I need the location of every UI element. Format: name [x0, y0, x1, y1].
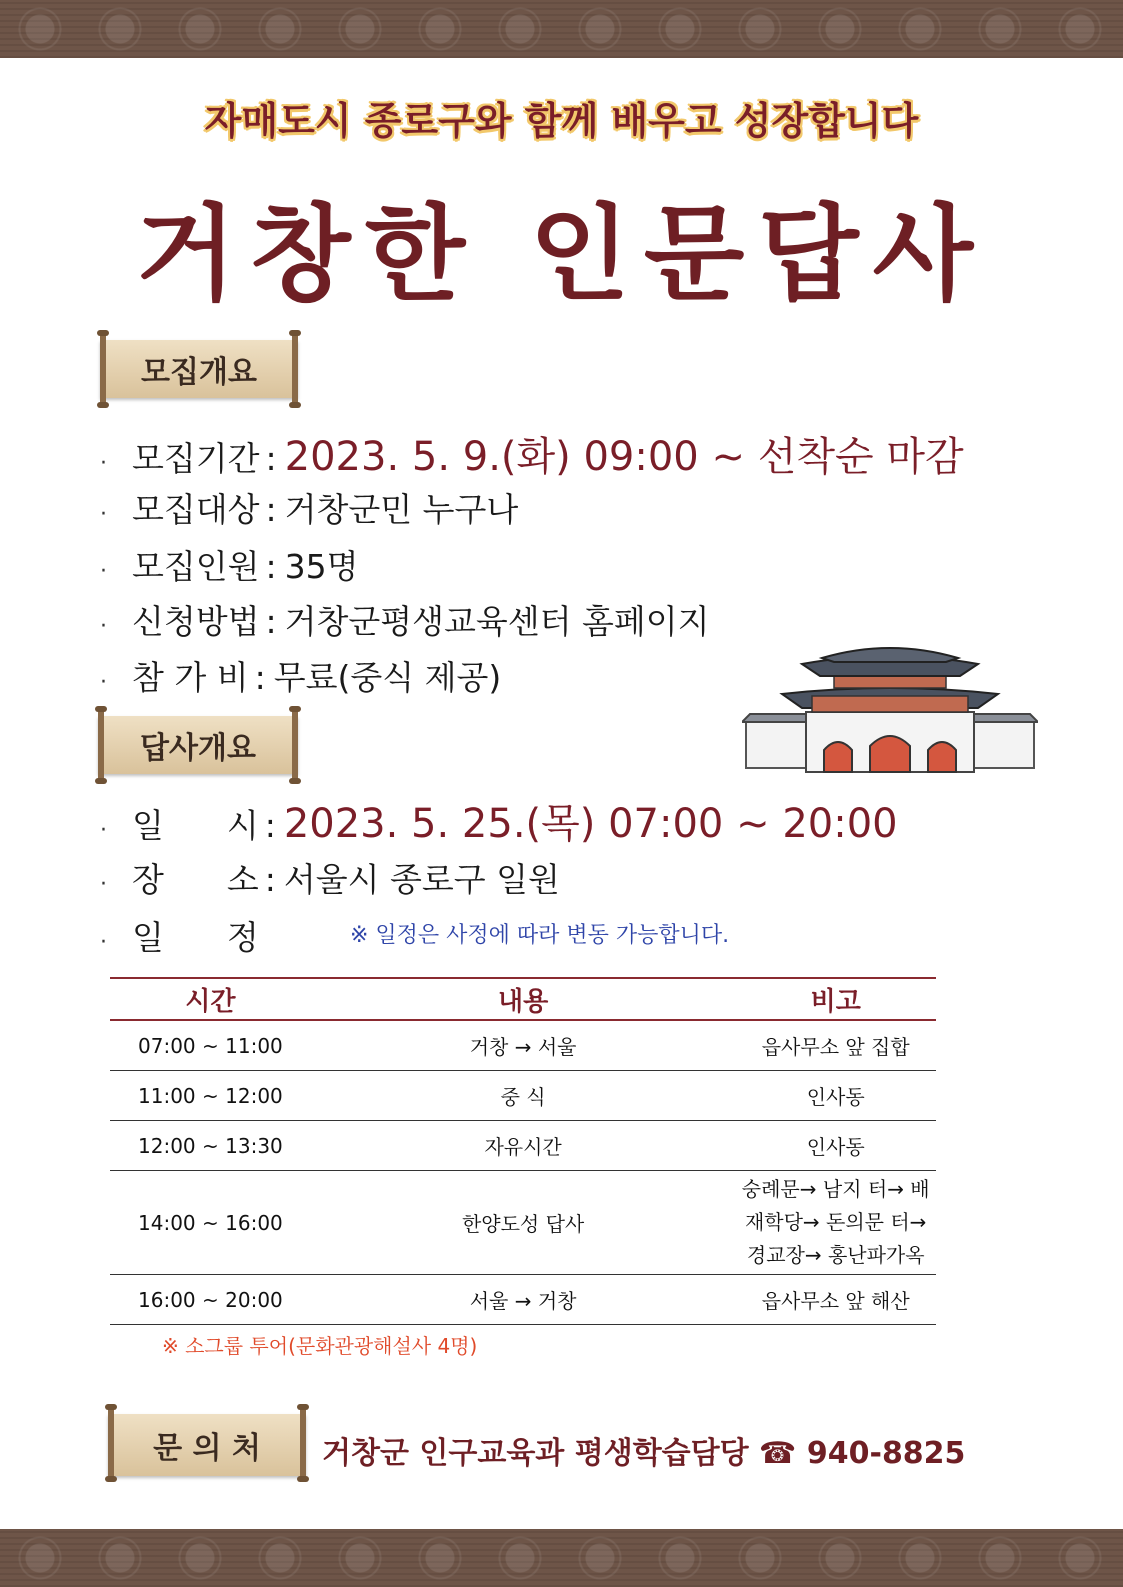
- palace-gate-illustration: [742, 638, 1038, 774]
- poster-subtitle: 자매도시 종로구와 함께 배우고 성장합니다: [204, 99, 919, 143]
- recruitment-heading: 모집개요: [141, 355, 257, 390]
- recruitment-item-target: · 모집대상 : 거창군민 누구나: [100, 490, 519, 529]
- table-row: 16:00 ~ 20:00 서울 → 거창 읍사무소 앞 해산: [110, 1275, 936, 1325]
- table-row: 14:00 ~ 16:00 한양도성 답사 숭례문→ 남지 터→ 배재학당→ 돈의문 터→ 경교장→ 홍난파가옥: [110, 1171, 936, 1275]
- col-header-time: 시간: [110, 978, 311, 1020]
- contact-heading-scroll: [108, 1414, 306, 1476]
- recruitment-item-method: · 신청방법 : 거창군평생교육센터 홈페이지: [100, 602, 710, 641]
- recruitment-item-fee: · 참 가 비 : 무료(중식 제공): [100, 658, 502, 697]
- tour-heading: 답사개요: [140, 731, 256, 766]
- tour-heading-scroll: [98, 716, 298, 774]
- tour-item-location: · 장 소 : 서울시 종로구 일원: [100, 860, 560, 899]
- poster-title: 거창한 인문답사: [135, 193, 988, 315]
- table-row: 07:00 ~ 11:00 거창 → 서울 읍사무소 앞 집합: [110, 1020, 936, 1071]
- recruitment-item-capacity: · 모집인원 : 35명: [100, 547, 359, 586]
- small-group-footnote: ※ 소그룹 투어(문화관광해설사 4명): [162, 1334, 478, 1358]
- col-header-remark: 비고: [735, 978, 936, 1020]
- schedule-table: [110, 977, 936, 1325]
- schedule-header-row: [110, 978, 936, 1020]
- contact-heading: 문 의 처: [153, 1431, 261, 1466]
- schedule-change-note: ※ 일정은 사정에 따라 변동 가능합니다.: [350, 923, 730, 948]
- table-row: 12:00 ~ 13:30 자유시간 인사동: [110, 1121, 936, 1171]
- tour-item-datetime: · 일 시 : 2023. 5. 25.(목) 07:00 ~ 20:00: [100, 801, 898, 847]
- top-decorative-band: [0, 0, 1123, 58]
- col-header-content: 내용: [311, 978, 736, 1020]
- table-row: 11:00 ~ 12:00 중 식 인사동: [110, 1071, 936, 1121]
- tour-item-schedule: · 일 정: [100, 918, 259, 957]
- recruitment-heading-scroll: [100, 340, 298, 398]
- recruitment-item-period: · 모집기간 : 2023. 5. 9.(화) 09:00 ~ 선착순 마감: [100, 434, 964, 480]
- contact-info: 거창군 인구교육과 평생학습담당 ☎ 940-8825: [322, 1436, 966, 1471]
- bottom-decorative-band: [0, 1529, 1123, 1587]
